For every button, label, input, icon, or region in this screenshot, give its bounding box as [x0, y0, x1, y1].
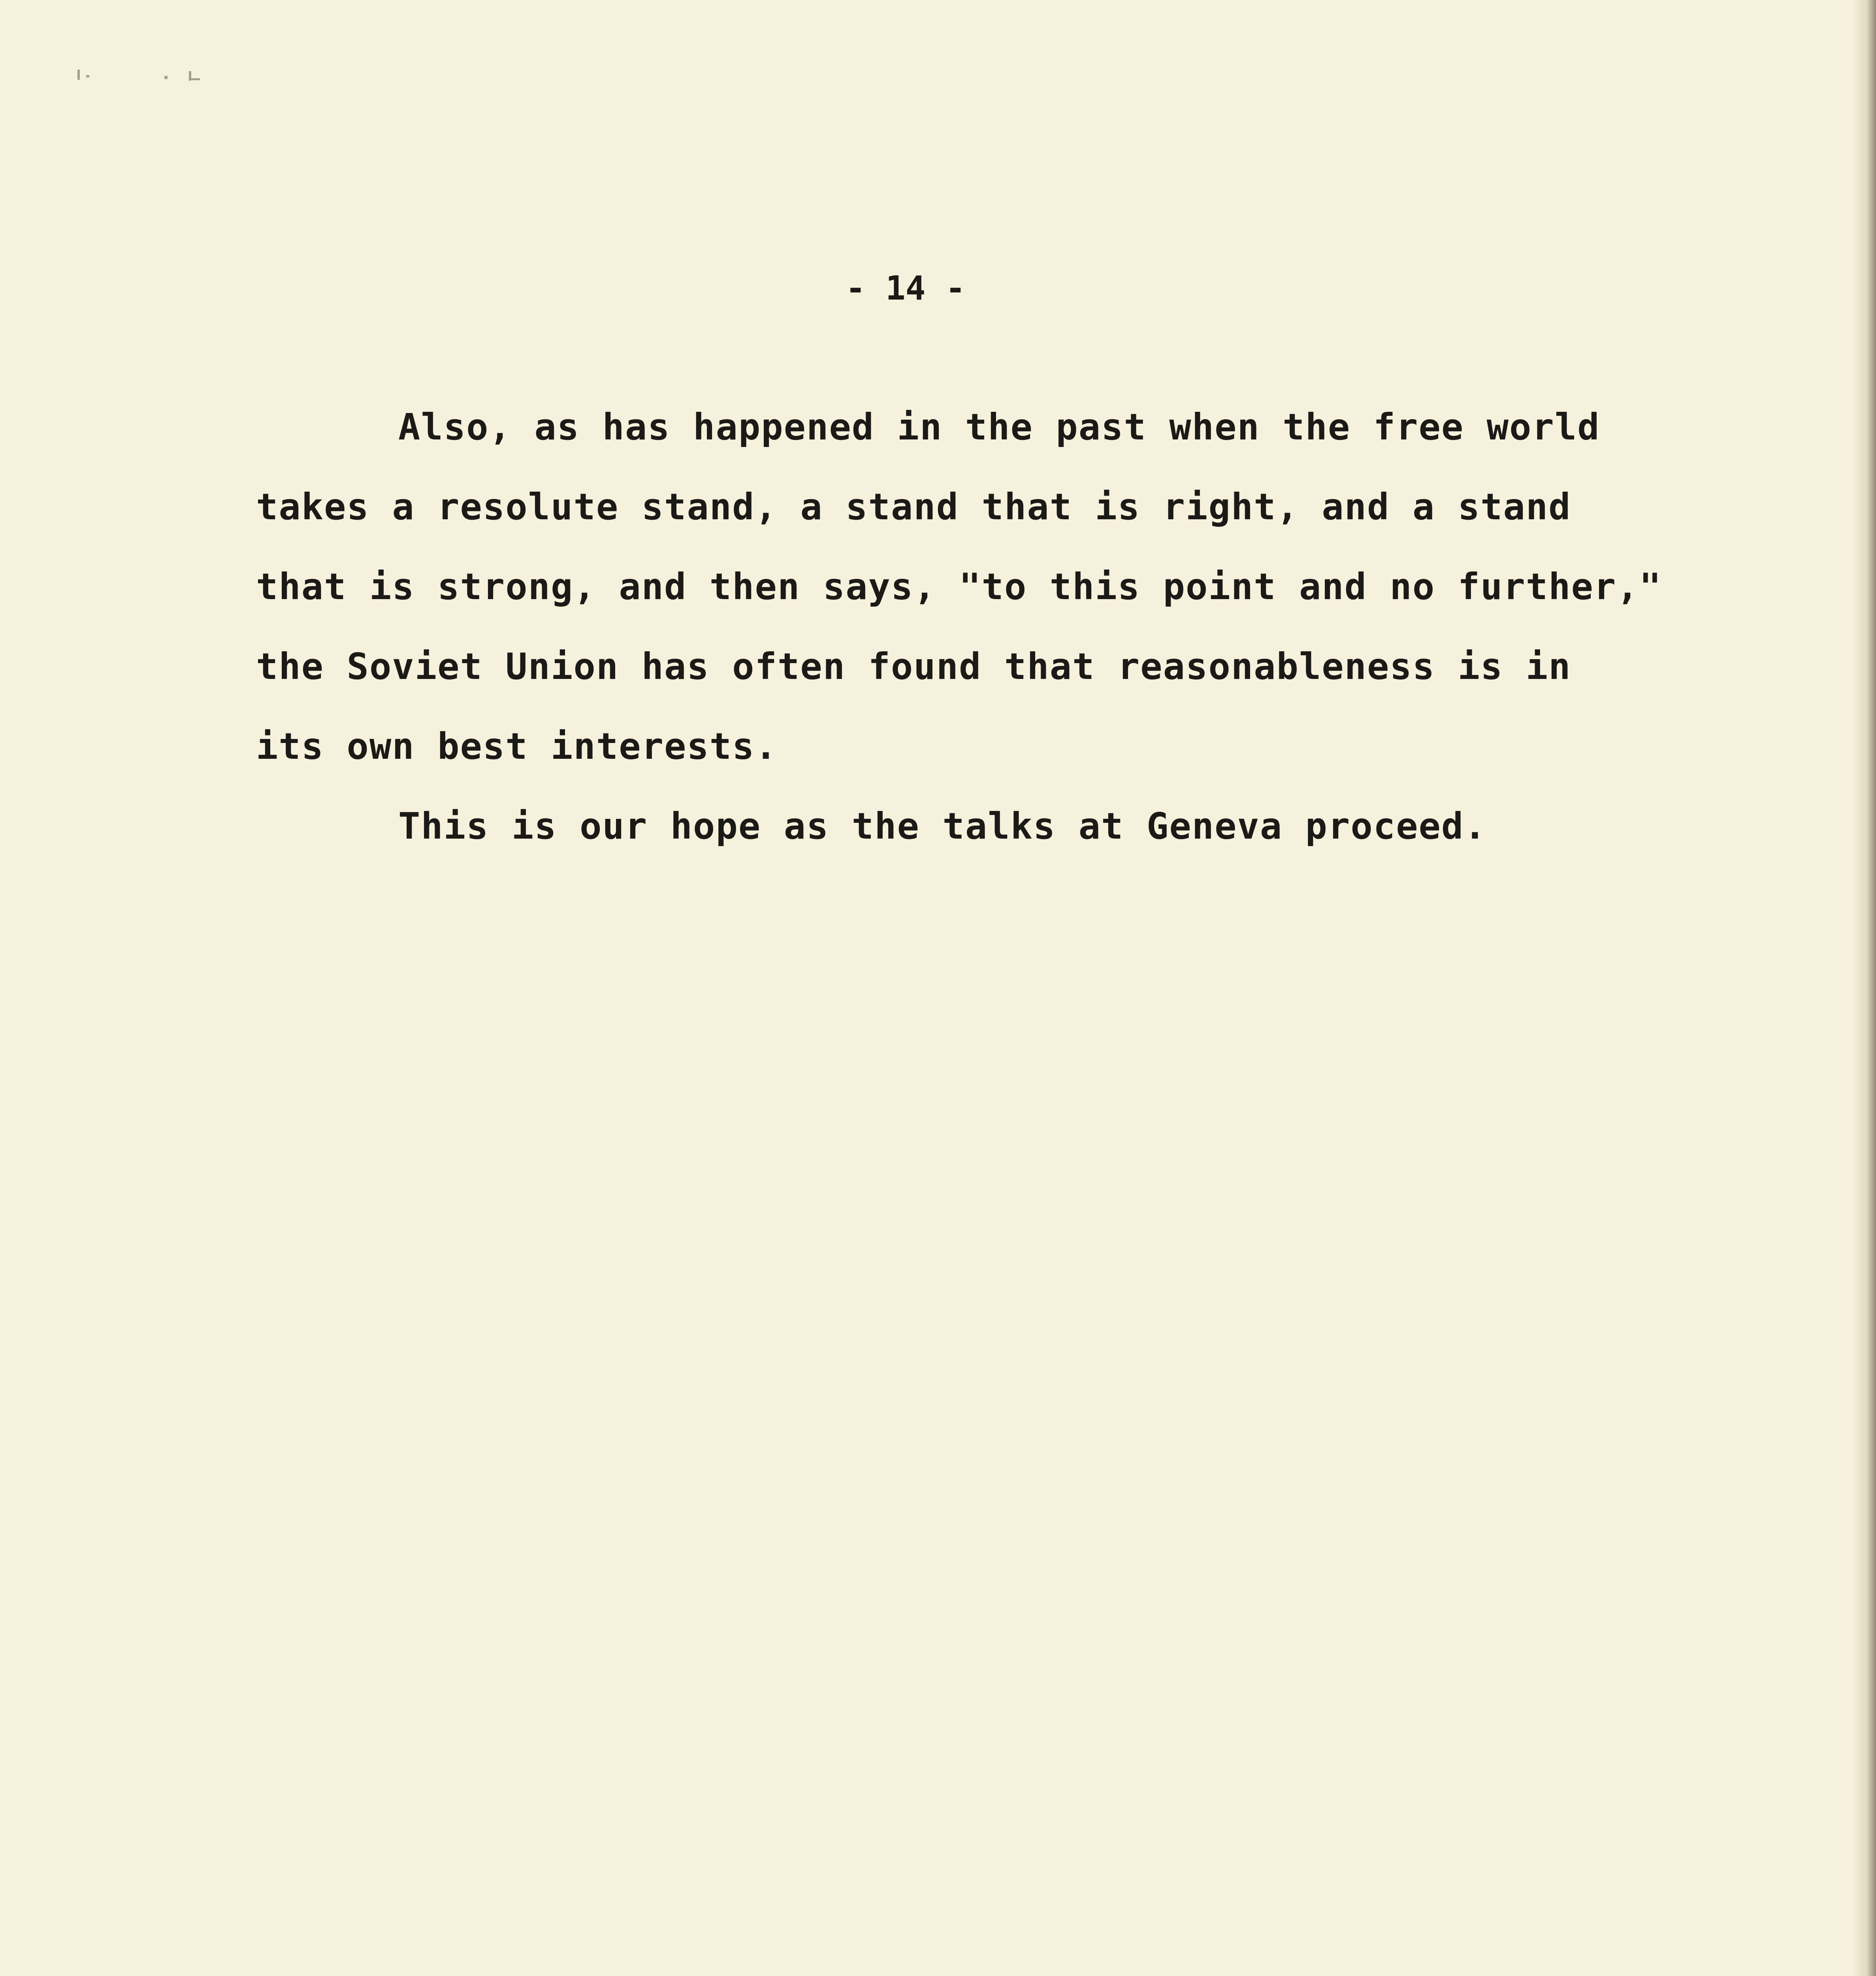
text-line: takes a resolute stand, a stand that is right, and a stand	[256, 486, 1571, 528]
text-line: its own best interests.	[256, 725, 778, 767]
stray-mark	[86, 75, 89, 77]
stray-mark	[191, 78, 200, 80]
paper-edge-shadow	[1852, 0, 1876, 1976]
text-line: This is our hope as the talks at Geneva proceed.	[398, 805, 1487, 847]
text-line: the Soviet Union has often found that reasonableness is in	[256, 645, 1571, 688]
text-line: that is strong, and then says, "to this point and no further,"	[256, 566, 1662, 608]
text-line: Also, as has happened in the past when the free world	[398, 406, 1600, 448]
stray-mark	[164, 76, 168, 79]
page-number: - 14 -	[846, 269, 966, 307]
body-text	[256, 387, 1757, 866]
stray-mark	[77, 70, 80, 80]
